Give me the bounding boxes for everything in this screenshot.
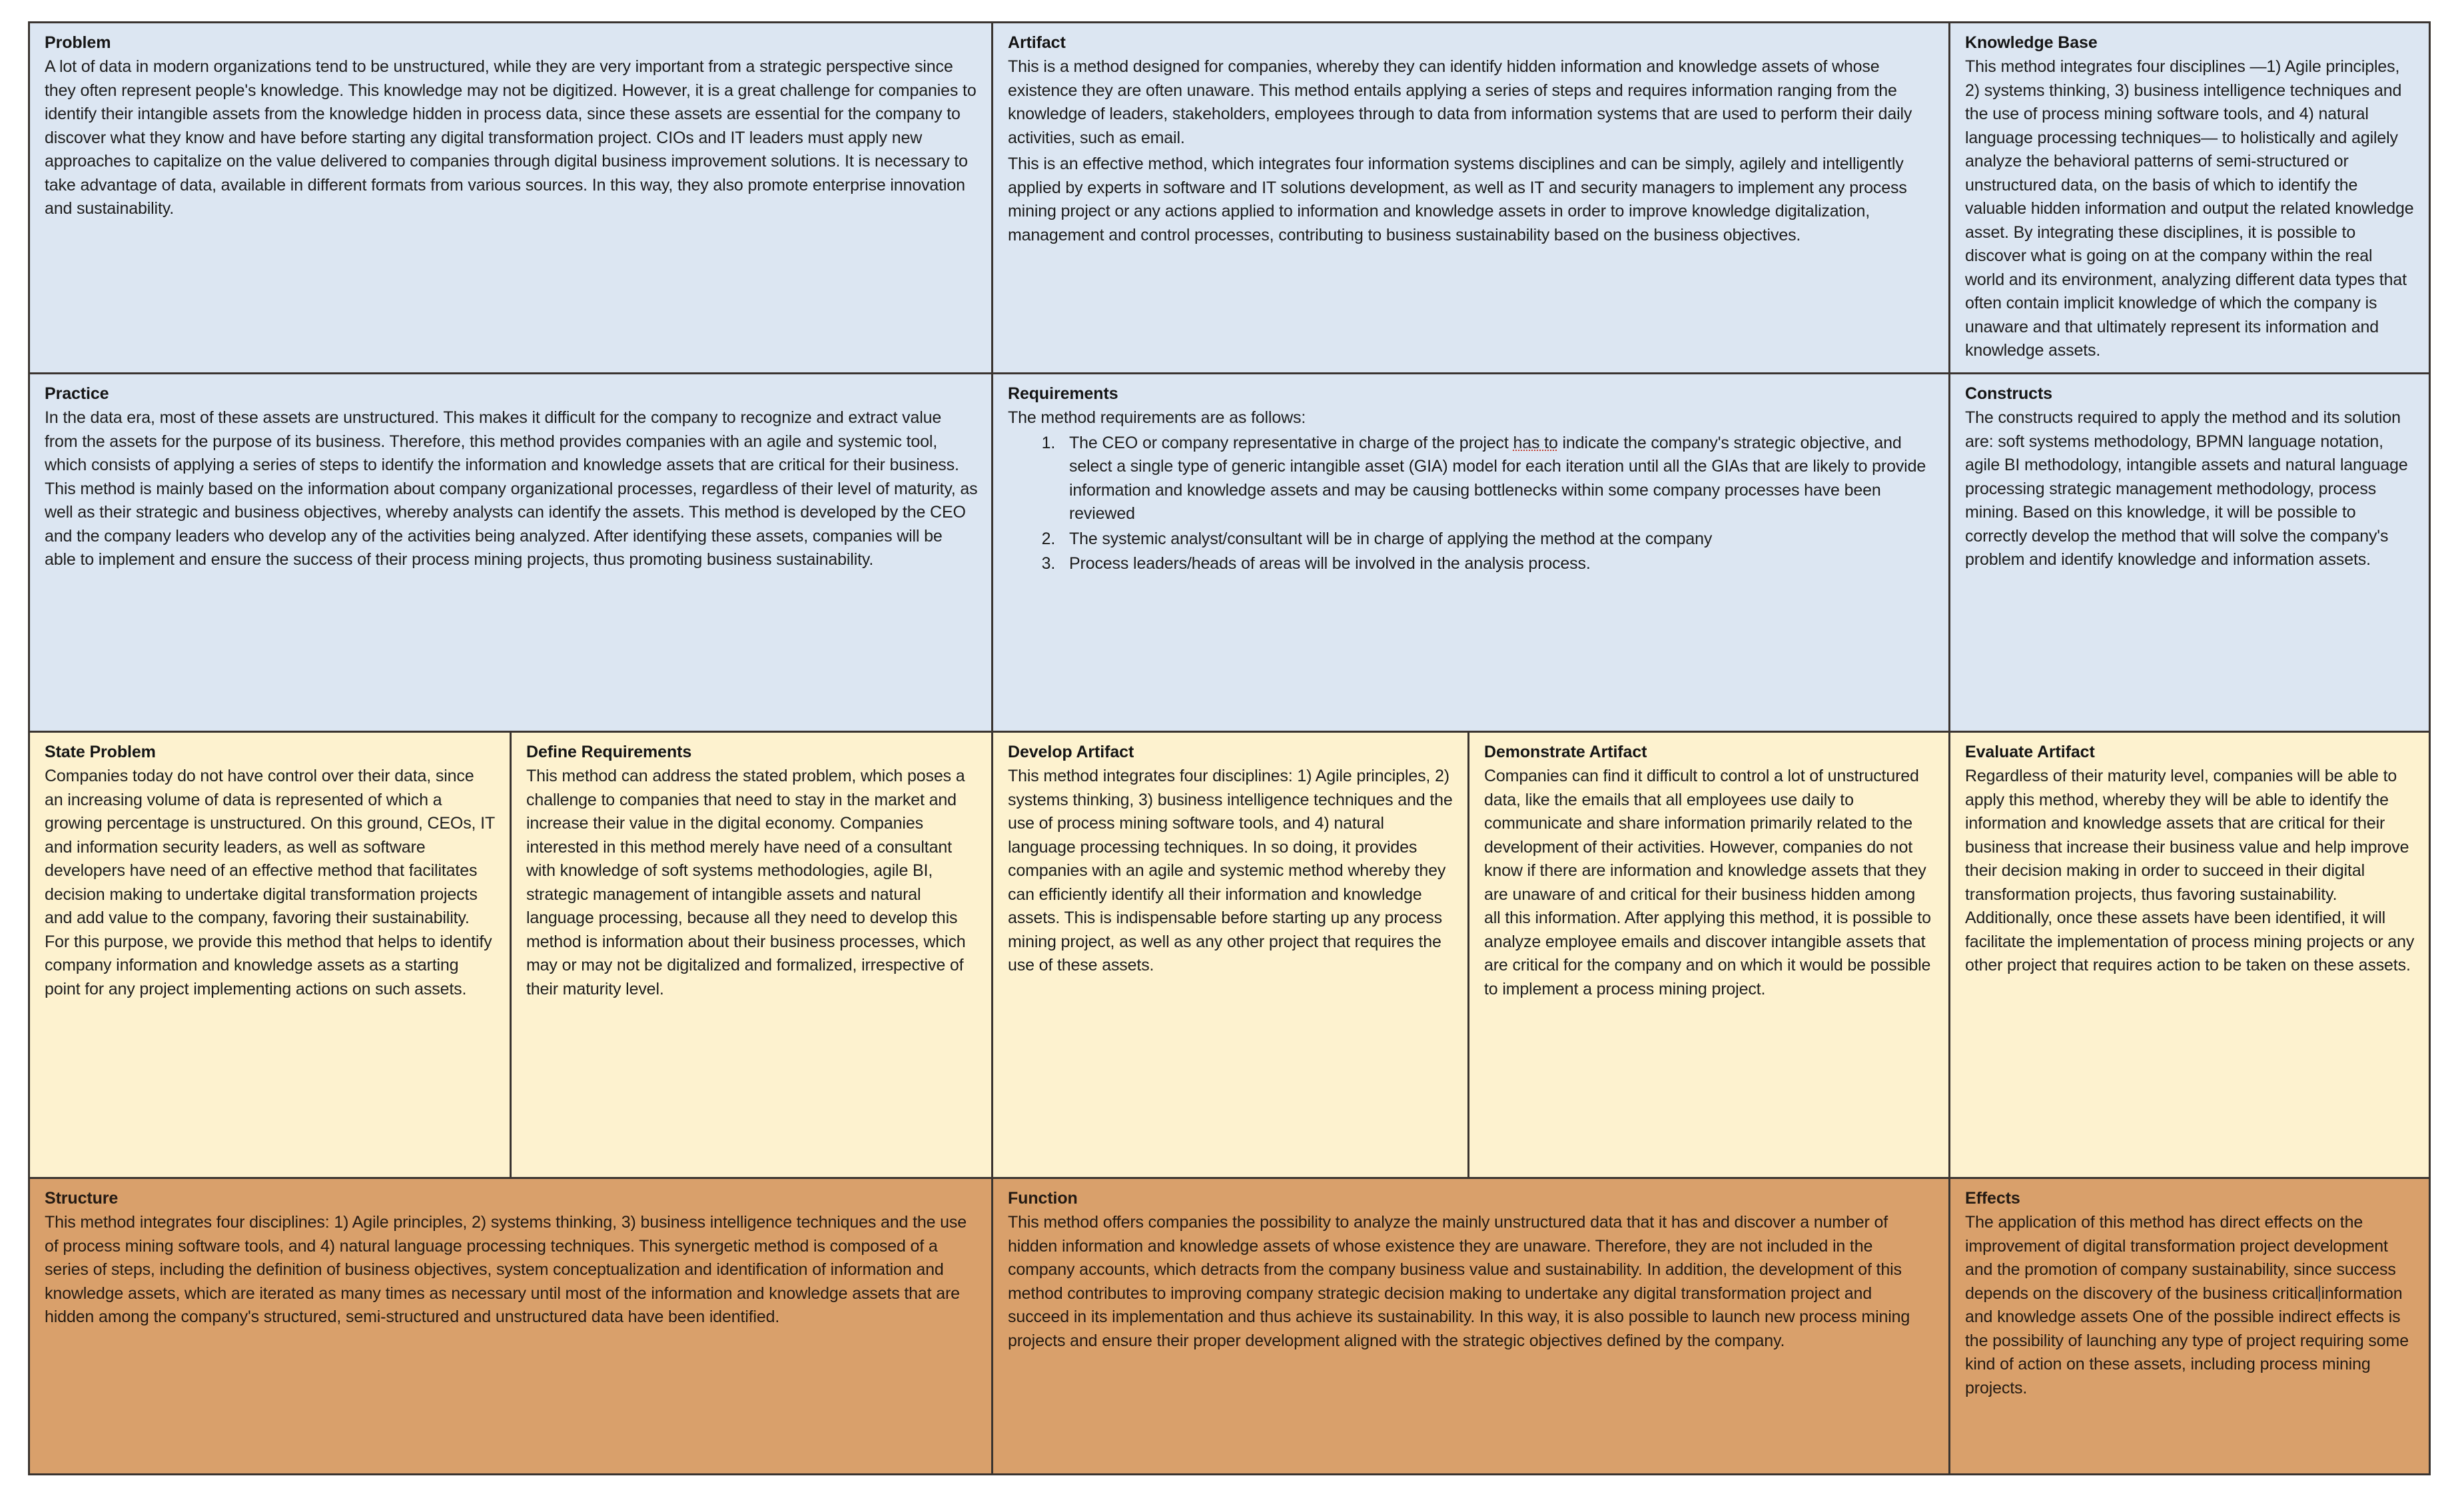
structure-title: Structure [45,1189,119,1208]
requirements-intro: The method requirements are as follows: [1008,408,1306,427]
define-requirements-title: Define Requirements [526,743,692,761]
requirements-title: Requirements [1008,384,1118,403]
requirement-item-2 [1060,528,1935,552]
cell-function [993,1178,1950,1475]
define-requirements-body: This method can address the stated problem, which poses a challenge to companies that need to stay in the market and increase their value in the digital economy. Companies interested in this method merely have need of a consultant with knowledge of soft systems methodologies, agile BI, strategic management of intangible assets and natural language processing, because all they need to develop this method is information about their business processes, which may or may not be digitalized and formalized, irrespective of their maturity level. [526,767,966,998]
cell-problem [29,23,993,374]
requirement-1-text-before: The CEO or company representative in charge of the project [1069,433,1513,452]
spellcheck-flagged-text: has to [1513,433,1558,452]
cell-artifact [993,23,1950,374]
cell-effects [1950,1178,2430,1475]
cell-knowledge-base [1950,23,2430,374]
constructs-body: The constructs required to apply the method and its solution are: soft systems methodology, BPMN language notation, agile BI methodology, intangible assets and natural language processing strategic management methodology, process mining. Based on this knowledge, it will be possible to correctly develop the method that will solve the company's problem and identify knowledge and information assets. [1965,408,2408,569]
effects-body [1965,1211,2415,1400]
table-row-structure-function-effects [29,1178,2430,1475]
state-problem-title: State Problem [45,743,156,761]
cell-demonstrate-artifact [1469,732,1950,1178]
requirements-list [1008,432,1935,576]
artifact-body-paragraph-2: This is an effective method, which integrates four information systems disciplines and can be simply, agilely and intelligently applied by experts in software and IT solutions development, as well as IT and security managers to implement any process mining project or any actions applied to information and knowledge assets in order to improve knowledge digitalization, management and control processes, contributing to business sustainability based on the business objectives. [1008,155,1907,244]
function-title: Function [1008,1189,1078,1208]
evaluate-artifact-body: Regardless of their maturity level, companies will be able to apply this method, whereby they will be able to identify the information and knowledge assets that are critical for their business that increase their business value and help improve their decision making in order to succeed in their digital transformation projects, thus favoring sustainability. Additionally, once these assets have been identified, it will facilitate the implementation of process mining projects or any other project that requires action to be taken on these assets. [1965,767,2415,974]
practice-body: In the data era, most of these assets are unstructured. This makes it difficult for the company to recognize and extract value from the assets for the purpose of its business. Therefore, this method provides companies with an agile and systemic tool, which consists of applying a series of steps to identify the information and knowledge assets that are critical for their business. This method is mainly based on the information about company organizational processes, regardless of their level of maturity, as well as their strategic and business objectives, whereby analysts can identify the assets. This method is developed by the CEO and the company leaders who develop any of the activities being analyzed. After identifying these assets, companies will be able to implement and ensure the success of their process mining projects, thus promoting business sustainability. [45,408,978,569]
problem-body: A lot of data in modern organizations tend to be unstructured, while they are very important from a strategic perspective since they often represent people's knowledge. This knowledge may not be digitized. However, it is a great challenge for companies to identify their intangible assets from the knowledge hidden in process data, since these assets are essential for the company to discover what they know and have before starting any digital transformation project. CIOs and IT leaders must apply new approaches to capitalize on the value delivered to companies through digital business improvement solutions. It is necessary to take advantage of data, available in different formats from various sources. In this way, they also promote enterprise innovation and sustainability. [45,57,977,218]
requirement-item-1 [1060,432,1935,526]
requirement-1-text-after: indicate the company's strategic objective, and select a single type of generic intangible asset (GIA) model for each iteration until all the GIAs that are likely to provide information and knowledge assets and may be causing bottlenecks within some company processes have been reviewed [1069,433,1926,523]
cell-constructs [1950,374,2430,732]
cell-structure [29,1178,993,1475]
problem-title: Problem [45,33,111,52]
knowledge-base-title: Knowledge Base [1965,33,2098,52]
cell-practice [29,374,993,732]
table-row-practice-requirements-constructs [29,374,2430,732]
structure-body: This method integrates four disciplines: 1) Agile principles, 2) systems thinking, 3) business intelligence techniques and the use of process mining software tools, and 4) natural language processing techniques. This synergetic method is composed of a series of steps, including the definition of business objectives, system conceptualization and identification of information and knowledge assets, which are iterated as many times as necessary until most of the information and knowledge assets that are hidden among the company's structured, semi-structured and unstructured data have been identified. [45,1213,967,1326]
requirement-item-3 [1060,552,1935,576]
knowledge-base-body: This method integrates four disciplines —1) Agile principles, 2) systems thinking, 3) business intelligence techniques and the use of process mining software tools, and 4) natural language processing techniques— to holistically and agilely analyze the behavioral patterns of semi-structured or unstructured data, on the basis of which to identify the valuable hidden information and output the related knowledge asset. By integrating these disciplines, it is possible to discover what is going on at the company within the real world and its environment, analyzing different data types that often contain implicit knowledge of which the company is unaware and that ultimately represent its information and knowledge assets. [1965,57,2414,360]
evaluate-artifact-title: Evaluate Artifact [1965,743,2095,761]
design-science-framework-table [28,21,2431,1475]
effects-body-before-caret: The application of this method has direct effects on the improvement of digital transformation project development and the promotion of company sustainability, since success depends on the discovery of the business critical [1965,1213,2396,1303]
effects-title: Effects [1965,1189,2020,1208]
requirement-3-text: Process leaders/heads of areas will be involved in the analysis process. [1069,554,1591,573]
requirement-2-text: The systemic analyst/consultant will be in charge of applying the method at the company [1069,529,1713,548]
table-row-problem-artifact-knowledgebase [29,23,2430,374]
function-body: This method offers companies the possibility to analyze the mainly unstructured data that it has and discover a number of hidden information and knowledge assets of whose existence they are unaware. Therefore, they are not included in the company accounts, which detracts from the company business value and sustainability. In addition, the development of this method contributes to improving company strategic decision making to undertake any digital transformation project and succeed in its implementation and thus achieve its sustainability. In this way, it is also possible to launch new process mining projects and ensure their proper development aligned with the strategic objectives defined by the company. [1008,1213,1910,1350]
effects-body-after-caret: information and knowledge assets One of the possible indirect effects is the possibility of launching any type of project requiring some kind of action on these assets, including process mining projects. [1965,1284,2409,1397]
artifact-body-paragraph-1: This is a method designed for companies, whereby they can identify hidden information and knowledge assets of whose existence they are often unaware. This method entails applying a series of steps and requires information ranging from the knowledge of leaders, stakeholders, employees through to data from information systems that are used to perform their daily activities, such as email. [1008,57,1912,147]
practice-title: Practice [45,384,109,403]
cell-evaluate-artifact [1950,732,2430,1178]
cell-state-problem [29,732,511,1178]
cell-define-requirements [511,732,993,1178]
table-row-dsr-process-steps [29,732,2430,1178]
cell-requirements [993,374,1950,732]
demonstrate-artifact-title: Demonstrate Artifact [1484,743,1647,761]
cell-develop-artifact [993,732,1469,1178]
demonstrate-artifact-body: Companies can find it difficult to control a lot of unstructured data, like the emails that all employees use daily to communicate and share information primarily related to the development of their activities. However, companies do not know if there are information and knowledge assets that they are unaware of and critical for their business hidden among all this information. After applying this method, it is possible to analyze employee emails and discover intangible assets that are critical for the company and on which it would be possible to implement a process mining project. [1484,767,1931,998]
develop-artifact-body: This method integrates four disciplines: 1) Agile principles, 2) systems thinking, 3) business intelligence techniques and the use of process mining software tools, and 4) natural language processing techniques. In so doing, it provides companies with an agile and systemic method whereby they can efficiently identify all their information and knowledge assets. This is indispensable before starting up any process mining project, as well as any other project that requires the use of these assets. [1008,767,1453,974]
constructs-title: Constructs [1965,384,2052,403]
develop-artifact-title: Develop Artifact [1008,743,1134,761]
artifact-title: Artifact [1008,33,1066,52]
state-problem-body: Companies today do not have control over their data, since an increasing volume of data is represented of which a growing percentage is unstructured. On this ground, CEOs, IT and information security leaders, as well as software developers have need of an effective method that facilitates decision making to undertake digital transformation projects and add value to the company, favoring their sustainability. For this purpose, we provide this method that helps to identify company information and knowledge assets as a starting point for any project implementing actions on such assets. [45,767,495,998]
